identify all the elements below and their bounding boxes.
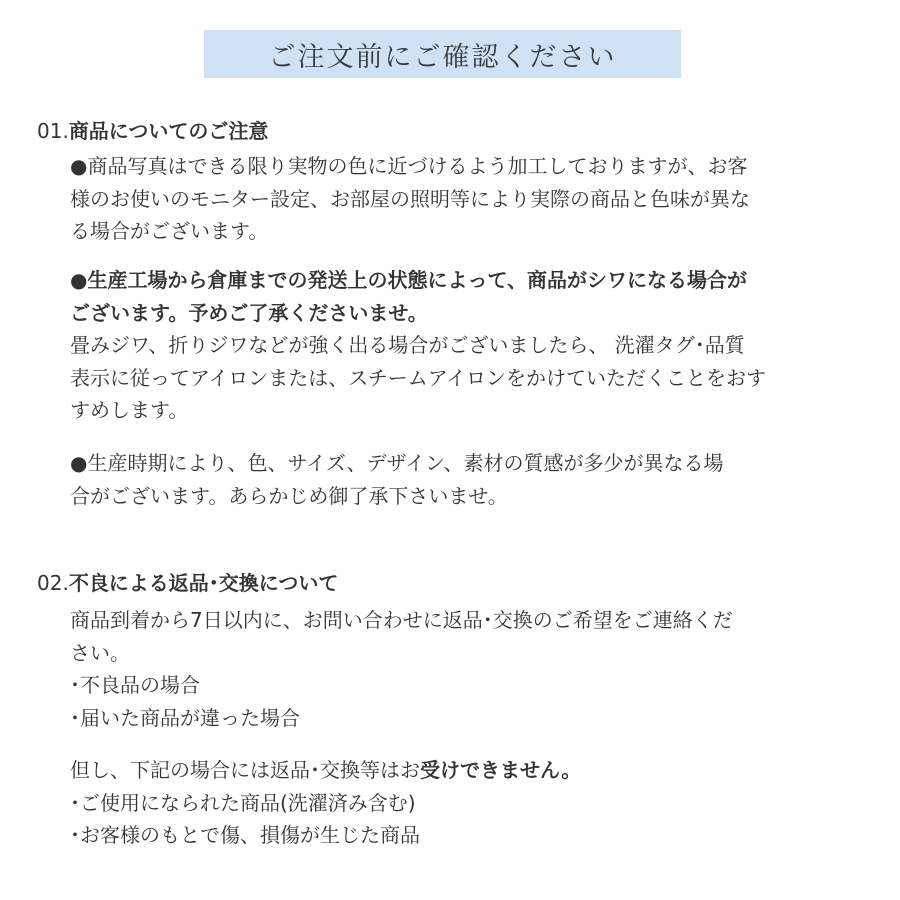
text-line: 商品到着から7日以内に、お問い合わせに返品･交換のご希望をご連絡くだ [70,608,733,632]
text-line: る場合がございます。 [70,219,269,243]
text-line [70,754,860,787]
paragraph-production-notice [70,447,860,512]
text-line: ●生産時期により、色、サイズ、デザイン、素材の質感が多少が異なる場 [70,451,724,475]
list-item: ･ご使用になられた商品(洗濯済み含む) [70,790,416,815]
paragraph-return-conditions [70,604,860,734]
section-title: 商品についてのご注意 [68,119,269,143]
section-number: 01. [37,119,69,143]
title-banner [204,30,681,78]
text-line-bold: ございます。予めご了承くださいませ。 [70,300,428,325]
text-line: すめします。 [70,398,189,422]
section-number: 02. [37,571,69,595]
text-line: 様のお使いのモニター設定、お部屋の照明等により実際の商品と色味が異な [70,186,750,211]
paragraph-wrinkle-notice [70,264,860,427]
section-title: 不良による返品･交換について [68,571,339,595]
section-heading-returns [37,567,338,599]
paragraph-color-notice [70,150,860,248]
section-heading-product-notice [37,115,268,147]
text-line: ●商品写真はできる限り実物の色に近づけるよう加工しておりますが、お客 [70,154,748,178]
page-title: ご注文前にご確認ください [268,41,617,73]
list-item: ･届いた商品が違った場合 [70,705,300,730]
list-item: ･お客様のもとで傷、損傷が生じた商品 [70,823,420,847]
paragraph-return-exceptions [70,754,860,852]
list-item: ･不良品の場合 [70,673,200,697]
text-line: 合がございます。あらかじめ御了承下さいませ。 [70,483,508,508]
text-line: 表示に従ってアイロンまたは、スチームアイロンをかけていただくことをおす [70,365,766,390]
text-line-bold: ●生産工場から倉庫までの発送上の状態によって、商品がシワになる場合が [70,268,748,292]
text-fragment-bold: 受けできません。 [420,758,582,782]
text-fragment: 但し、下記の場合には返品･交換等はお [70,758,420,782]
text-line: さい。 [70,640,130,665]
text-line: 畳みジワ、折りジワなどが強く出る場合がございましたら、 洗濯タグ･品質 [70,333,745,357]
